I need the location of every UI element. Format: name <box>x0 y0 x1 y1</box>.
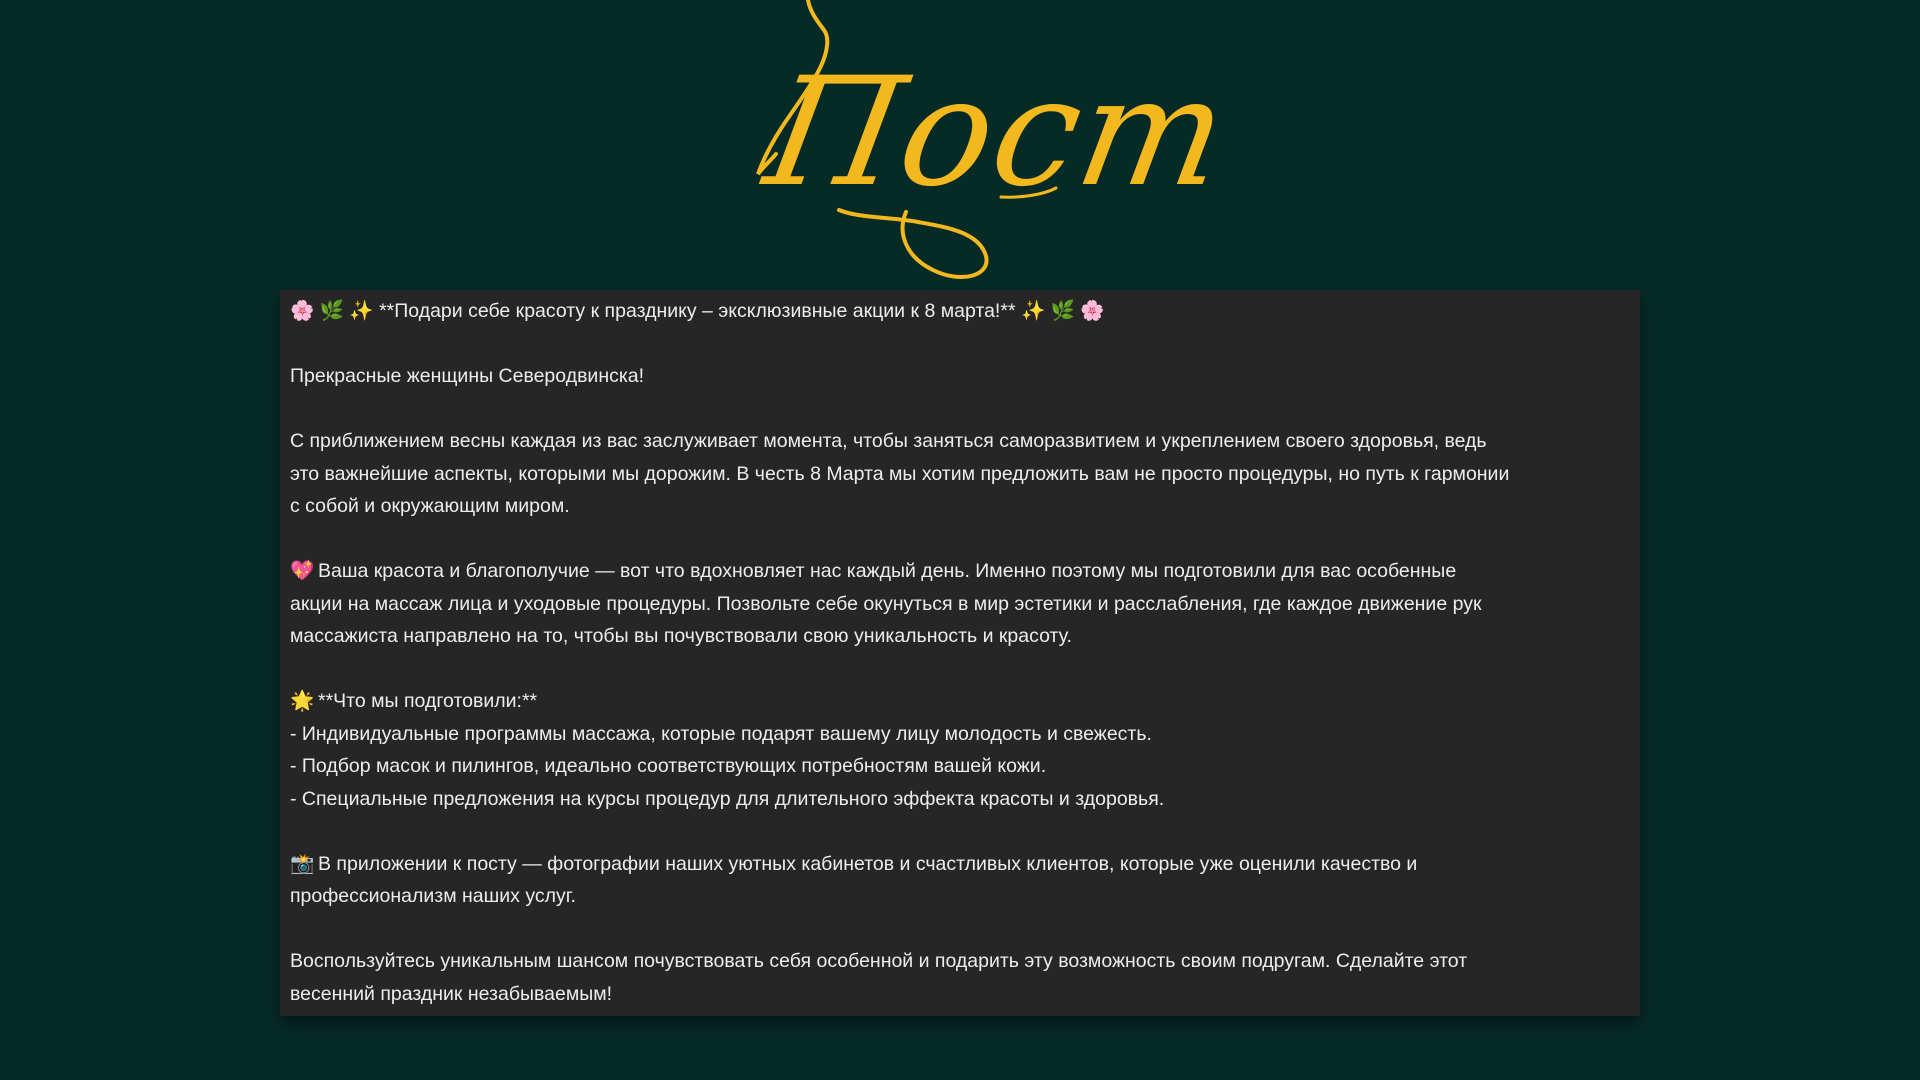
camera-icon: 📸 <box>290 852 315 875</box>
prepared-list-item: - Подбор масок и пилингов, идеально соответствующих потребностям вашей кожи. <box>290 755 1047 777</box>
intro-line: с собой и окружающим миром. <box>290 495 570 517</box>
paragraph-gap <box>290 328 1635 361</box>
paragraph-gap <box>290 815 1635 848</box>
paragraph-gap <box>290 393 1635 426</box>
beauty-line-text: Ваша красота и благополучие — вот что вдохновляет нас каждый день. Именно поэтому мы подготовили для вас особенные <box>318 560 1457 582</box>
page-title: Пост <box>754 46 1241 220</box>
intro-line: это важнейшие аспекты, которыми мы дорожим. В честь 8 Марта мы хотим предложить вам не просто процедуры, но путь к гармонии <box>290 462 1510 485</box>
intro-line: С приближением весны каждая из вас заслуживает момента, чтобы заняться саморазвитием и укреплением своего здоровья, ведь <box>290 430 1487 452</box>
photos-paragraph-first-line <box>290 848 1635 881</box>
beauty-paragraph-first-line <box>290 555 1635 588</box>
photos-line: профессионализм наших услуг. <box>290 885 576 907</box>
post-text-card <box>280 290 1640 1016</box>
paragraph-gap <box>290 523 1635 556</box>
prepared-list-item: - Индивидуальные программы массажа, которые подарят вашему лицу молодость и свежесть. <box>290 722 1152 745</box>
beauty-line: акции на массаж лица и уходовые процедуры. Позвольте себе окунуться в мир эстетики и расслабления, где каждое движение рук <box>290 592 1482 615</box>
post-text <box>290 295 1635 1010</box>
prepared-list-item: - Специальные предложения на курсы процедур для длительного эффекта красоты и здоровья. <box>290 787 1165 810</box>
beauty-line: массажиста направлено на то, чтобы вы почувствовали свою уникальность и красоту. <box>290 625 1072 647</box>
closing-line: весенний праздник незабываемым! <box>290 982 613 1005</box>
prepared-heading: **Что мы подготовили:** <box>318 690 538 712</box>
post-greeting: Прекрасные женщины Северодвинска! <box>290 365 645 387</box>
paragraph-gap <box>290 913 1635 946</box>
prepared-heading-line <box>290 685 1635 718</box>
post-title-area <box>740 0 1241 280</box>
paragraph-gap <box>290 653 1635 686</box>
heart-icon: 💖 <box>290 560 315 582</box>
closing-line: Воспользуйтесь уникальным шансом почувствовать себя особенной и подарить эту возможность своим подругам. Сделайте этот <box>290 950 1468 972</box>
photos-line-text: В приложении к посту — фотографии наших уютных кабинетов и счастливых клиентов, которые уже оценили качество и <box>318 852 1418 875</box>
post-headline: 🌸 🌿 ✨ **Подари себе красоту к празднику – эксклюзивные акции к 8 марта!** ✨ 🌿 🌸 <box>290 300 1105 322</box>
star-icon: 🌟 <box>290 690 315 712</box>
